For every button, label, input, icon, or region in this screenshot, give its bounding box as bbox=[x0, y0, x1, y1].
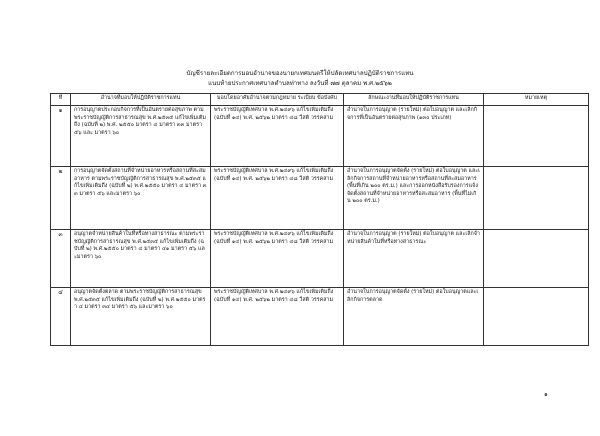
header-authority: อำนาจที่มอบให้ปฏิบัติราชการแทน bbox=[71, 94, 211, 106]
row-number: ๔ bbox=[51, 288, 71, 346]
table-row bbox=[51, 106, 589, 167]
row-description: อำนาจในการอนุญาต (รายใหม่) ต่อใบอนุญาต และเลิกกิจการที่เป็นอันตรายต่อสุขภาพ (๑๓๐ ประเภท) bbox=[344, 106, 484, 167]
document-title: บัญชีรายละเอียดการมอบอำนาจของนายกเทศมนตรีให้ปลัดเทศบาลปฏิบัติราชการแทน bbox=[186, 70, 414, 77]
table-header-row bbox=[51, 94, 589, 106]
row-legal-basis: พระราชบัญญัติเทศบาล พ.ศ.๒๔๙๖ แก้ไขเพิ่มเติมถึง (ฉบับที่ ๑๔) พ.ศ. ๒๕๖๒ มาตรา ๔๘ วีสติ วรรคสาม bbox=[211, 288, 344, 346]
document-subtitle: แนบท้ายประกาศเทศบาลตำบลท่าทาง ลงวันที่ ๗๗ ตุลาคม พ.ศ.๒๕๖๒ bbox=[208, 80, 392, 87]
row-authority: การอนุญาตประกอบกิจการที่เป็นอันตรายต่อสุขภาพ ตามพระราชบัญญัติการสาธารณสุข พ.ศ.๒๕๓๕ แก้ไขเพิ่มเติมถึง (ฉบับที่ ๒) พ.ศ. ๒๕๕๐ มาตรา ๔ มาตรา ๓๓ มาตรา ๕๖ และ มาตรา ๖๐ bbox=[71, 106, 211, 167]
row-number: ๒ bbox=[51, 167, 71, 230]
page-number: ๑ bbox=[544, 391, 548, 398]
row-description: อำนาจในการอนุญาตจัดตั้ง (รายใหม่) ต่อใบอนุญาตและเลิกกิจการตลาด bbox=[344, 288, 484, 346]
delegation-table bbox=[50, 93, 589, 346]
row-legal-basis: พระราชบัญญัติเทศบาล พ.ศ.๒๔๙๖ แก้ไขเพิ่มเติมถึง (ฉบับที่ ๑๔) พ.ศ. ๒๕๖๒ มาตรา ๔๘ วีสติ วรรคสาม bbox=[211, 230, 344, 288]
header-remark: หมายเหตุ bbox=[484, 94, 589, 106]
row-remark bbox=[484, 230, 589, 288]
row-authority: การอนุญาตจัดตั้งสถานที่จำหน่ายอาหารหรือสถานที่สะสมอาหาร ตามพระราชบัญญัติการสาธารณสุข พ.ศ.๒๕๓๕ แก้ไขเพิ่มเติมถึง (ฉบับที่ ๒) พ.ศ.๒๕๕๐ มาตรา ๔ มาตรา ๓๓ มาตรา ๕๖ และมาตรา ๖๐ bbox=[71, 167, 211, 230]
row-number: ๓ bbox=[51, 230, 71, 288]
row-legal-basis: พระราชบัญญัติเทศบาล พ.ศ.๒๔๙๖ แก้ไขเพิ่มเติมถึง (ฉบับที่ ๑๔) พ.ศ. ๒๕๖๒ มาตรา ๔๘ วีสติ วรรคสาม bbox=[211, 167, 344, 230]
row-remark bbox=[484, 106, 589, 167]
table-row bbox=[51, 288, 589, 346]
row-authority: อนุญาตจำหน่ายสินค้าในที่หรือทางสาธารณะ ตามพระราชบัญญัติการสาธารณสุข พ.ศ.๒๕๓๕ แก้ไขเพิ่มเติมถึง (ฉบับที่ ๒) พ.ศ.๒๕๕๐ มาตรา ๔ มาตรา ๔๑ มาตรา ๕๖ และมาตรา ๖๐ bbox=[71, 230, 211, 288]
header-number: ที่ bbox=[51, 94, 71, 106]
row-remark bbox=[484, 288, 589, 346]
row-description: อำนาจในการอนุญาตจัดตั้ง (รายใหม่) ต่อใบอนุญาต และเลิกกิจการสถานที่จำหน่ายอาหารหรือสถานที่สะสมอาหาร (พื้นที่เกิน ๒๐๐ ตร.ม.) และการออกหนังสือรับรองการแจ้งจัดตั้งสถานที่จำหน่ายอาหารหรือสะสมอาหาร (พื้นที่ไม่เกิน ๒๐๐ ตร.ม.) bbox=[344, 167, 484, 230]
header-description: ลักษณะงานที่มอบให้ปฏิบัติราชการแทน bbox=[344, 94, 484, 106]
row-description: อำนาจในการอนุญาต (รายใหม่) ต่อใบอนุญาต และเลิกจำหน่ายสินค้าในที่หรือทางสาธารณะ bbox=[344, 230, 484, 288]
header-legal-basis: มอบโดยอาศัยอำนาจตามกฎหมาย ระเบียบ ข้อบังคับ bbox=[211, 94, 344, 106]
row-number: ๑ bbox=[51, 106, 71, 167]
table-row bbox=[51, 230, 589, 288]
table-row bbox=[51, 167, 589, 230]
row-legal-basis: พระราชบัญญัติเทศบาล พ.ศ.๒๔๙๖ แก้ไขเพิ่มเติมถึง (ฉบับที่ ๑๔) พ.ศ. ๒๕๖๒ มาตรา ๔๘ วีสติ วรรคสาม bbox=[211, 106, 344, 167]
row-authority: อนุญาตจัดตั้งตลาด ตามพระราชบัญญัติการสาธารณสุข พ.ศ.๒๕๓๕ แก้ไขเพิ่มเติมถึง (ฉบับที่ ๒) พ.ศ.๒๕๕๐ มาตรา ๔ มาตรา ๓๔ มาตรา ๕๖ และมาตรา ๖๐ bbox=[71, 288, 211, 346]
row-remark bbox=[484, 167, 589, 230]
